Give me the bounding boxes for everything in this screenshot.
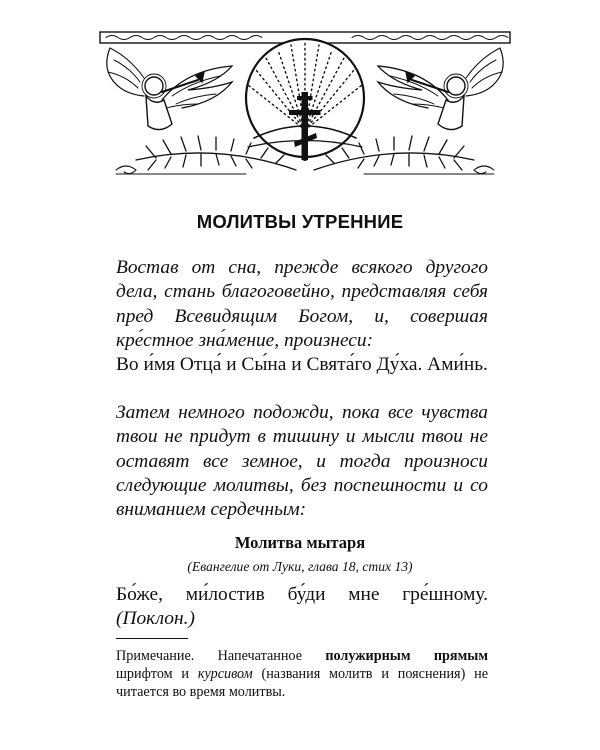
footnote-bold-sample: полужирным прямым — [325, 648, 488, 664]
footnote — [116, 648, 488, 701]
publican-prayer-text: Бо́же, ми́лостив бу́ди мне гре́шному. — [116, 584, 488, 605]
footnote-part-1: Примечание. Напечатанное — [116, 648, 326, 664]
footnote-part-2: шрифтом и — [116, 665, 198, 682]
footnote-part-3: (названия молитв и пояснения) не читается во время молитвы. — [116, 665, 488, 700]
instruction-rising: Востав от сна, прежде всякого другого дела, стань благоговейно, представляя себя пред Всевидящим Богом, и, совершая кре́стное зна́мение, произнеси: — [116, 257, 488, 351]
bow-instruction: (Поклон.) — [116, 608, 195, 630]
prayer-heading: Молитва мытаря — [234, 533, 366, 552]
page-title: МОЛИТВЫ УТРЕННИЕ — [196, 211, 404, 232]
footnote-italic-sample: курсивом — [197, 665, 253, 682]
scripture-reference: (Евангелие от Луки, глава 18, стих 13) — [187, 559, 413, 574]
trinity-invocation: Во и́мя Отца́ и Сы́на и Свята́го Ду́ха. Ами́нь. — [116, 354, 488, 375]
instruction-pause: Затем немного подожди, пока все чувства твои не придут в тишину и мысли твои не оставят все земное, и тогда произноси следующие молитвы, без поспешности и со вниманием сердечным: — [116, 402, 488, 521]
publican-prayer — [116, 583, 488, 632]
header-ornament — [96, 30, 514, 178]
footnote-divider — [116, 638, 188, 639]
